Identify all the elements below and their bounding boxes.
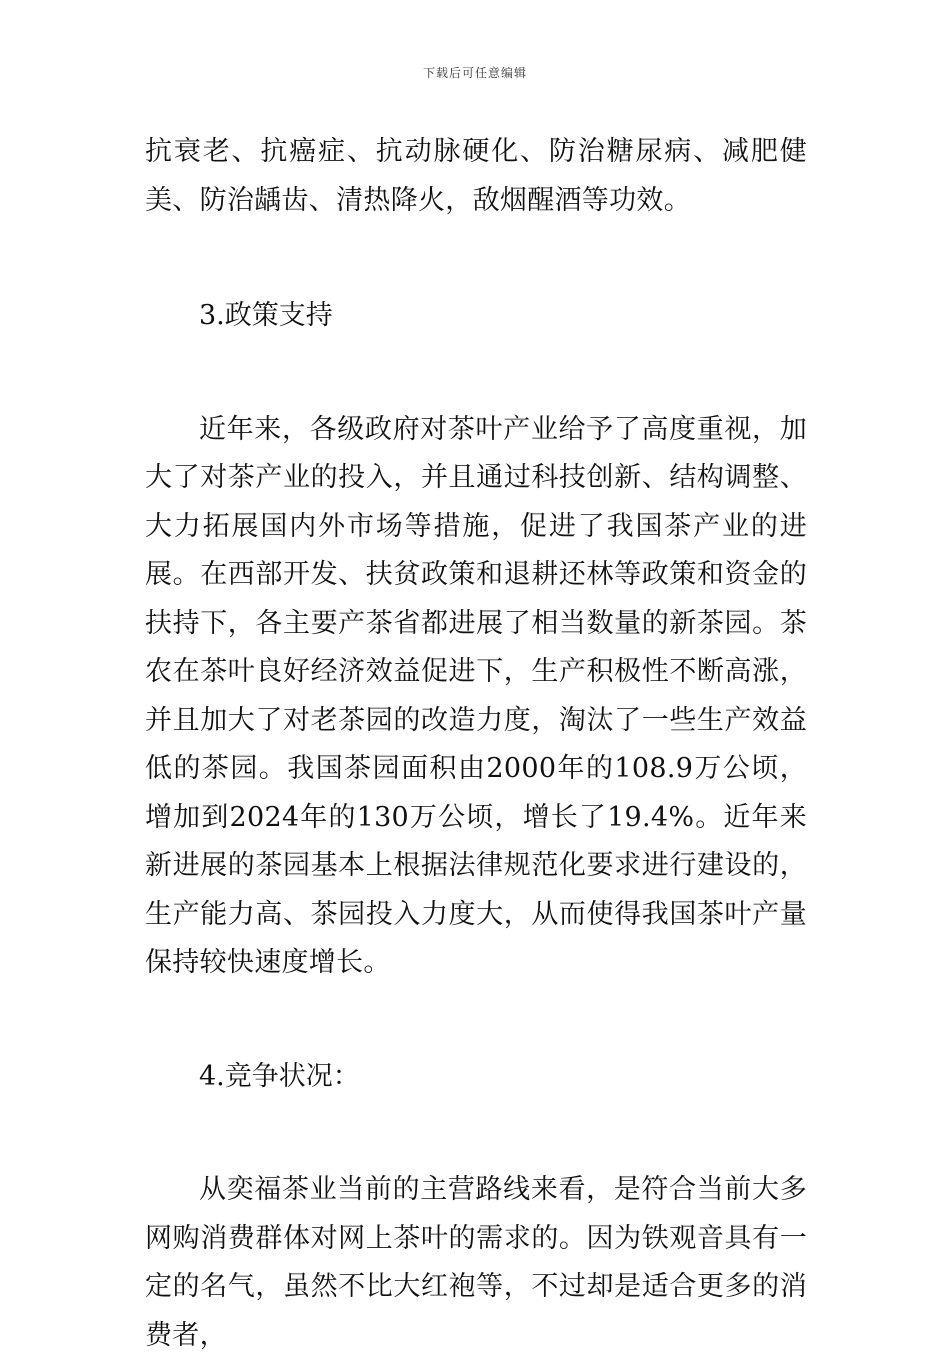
paragraph-policy-support: 近年来，各级政府对茶叶产业给予了高度重视，加大了对茶产业的投入，并且通过科技创新、结构调整、大力拓展国内外市场等措施，促进了我国茶产业的进展。在西部开发、扶贫政策和退耕还林等政策和资金的扶持下，各主要产茶省都进展了相当数量的新茶园。茶农在茶叶良好经济效益促进下，生产积极性不断高涨，并且加大了对老茶园的改造力度，淘汰了一些生产效益低的茶园。我国茶园面积由2000年的108.9万公顷，增加到2024年的130万公顷，增长了19.4%。近年来新进展的茶园基本上根据法律规范化要求进行建设的，生产能力高、茶园投入力度大，从而使得我国茶叶产量保持较快速度增长。: [145, 413, 807, 978]
spacer: [145, 988, 807, 1053]
section-heading-competition: 4.竞争状况：: [199, 1060, 360, 1092]
paragraph-competition: 从奕福茶业当前的主营路线来看，是符合当前大多网购消费群体对网上茶叶的需求的。因为铁观音具有一定的名气，虽然不比大红袍等，不过却是适合更多的消费者，: [145, 1174, 807, 1351]
paragraph-intro-continued: 抗衰老、抗癌症、抗动脉硬化、防治糖尿病、减肥健美、防治龋齿、清热降火，敌烟醒酒等功效。: [145, 136, 807, 216]
spacer: [145, 1101, 807, 1166]
spacer: [145, 341, 807, 406]
section-heading-policy-support: 3.政策支持: [199, 300, 333, 331]
page-header-note: 下载后可任意编辑: [422, 66, 527, 80]
spacer: [145, 225, 807, 292]
document-body: [145, 128, 807, 1360]
